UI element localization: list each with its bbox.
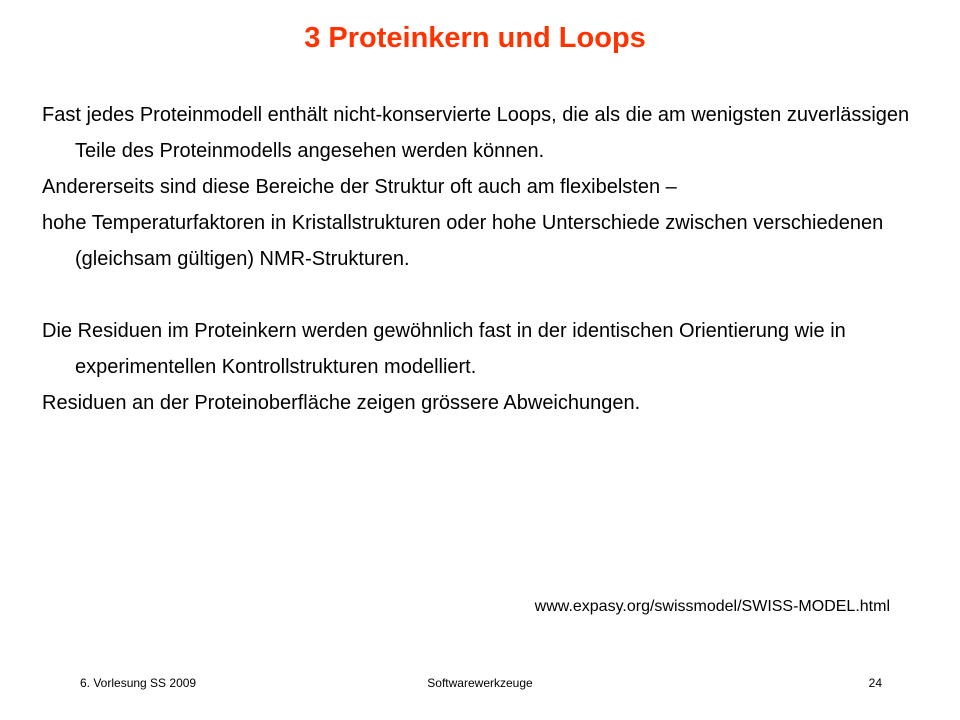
footer-lecture: 6. Vorlesung SS 2009 xyxy=(80,676,197,690)
page-number: 24 xyxy=(868,676,882,690)
paragraph-protein-core: Die Residuen im Proteinkern werden gewöhnlich fast in der identischen Orientierung wie in experimentellen Kontrollstrukturen modelliert. xyxy=(42,320,846,378)
slide-title: 3 Proteinkern und Loops xyxy=(304,22,646,54)
paragraph-temperature-factors: hohe Temperaturfaktoren in Kristallstrukturen oder hohe Unterschiede zwischen verschiedenen (gleichsam gültigen) NMR-Strukturen. xyxy=(42,212,884,270)
slide-body xyxy=(42,97,922,421)
paragraph-surface-residues: Residuen an der Proteinoberfläche zeigen grössere Abweichungen. xyxy=(42,392,641,414)
paragraph-flexibility: Andererseits sind diese Bereiche der Struktur oft auch am flexibelsten – xyxy=(42,176,677,198)
paragraph-loops: Fast jedes Proteinmodell enthält nicht-konservierte Loops, die als die am wenigsten zuverlässigen Teile des Proteinmodells angesehen werden können. xyxy=(42,104,910,162)
footer-course: Softwarewerkzeuge xyxy=(427,676,533,690)
reference-url: www.expasy.org/swissmodel/SWISS-MODEL.html xyxy=(534,598,890,615)
